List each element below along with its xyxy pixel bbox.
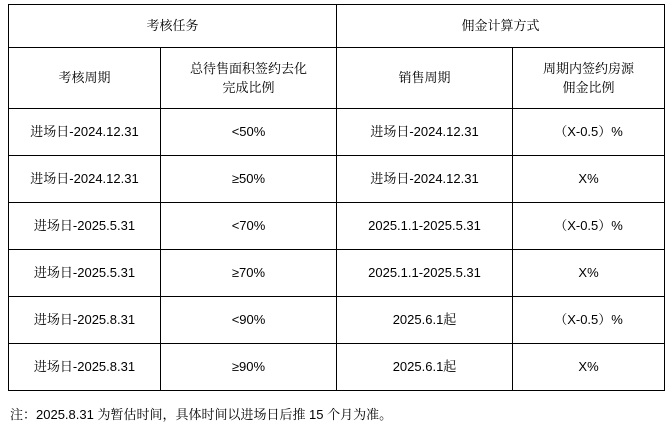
cell-assessment-period: 进场日-2024.12.31 [9,109,161,156]
cell-commission-rate: X% [513,344,665,391]
cell-commission-rate: X% [513,250,665,297]
document-page [0,4,672,429]
cell-sales-period: 2025.1.1-2025.5.31 [337,250,513,297]
cell-signed-area-ratio: <90% [161,297,337,344]
header-group-commission-method: 佣金计算方式 [337,5,665,48]
table-header-group-row [9,5,665,48]
cell-sales-period: 2025.1.1-2025.5.31 [337,203,513,250]
cell-signed-area-ratio: <50% [161,109,337,156]
cell-signed-area-ratio: ≥50% [161,156,337,203]
header-sales-period [337,48,513,109]
table-row [9,203,665,250]
header-signed-area-ratio-line1: 总待售面积签约去化 [190,60,308,76]
header-sales-period-line1: 销售周期 [398,70,451,86]
table-row [9,109,665,156]
header-commission-rate [513,48,665,109]
header-group-assessment-task: 考核任务 [9,5,337,48]
cell-commission-rate: （X-0.5）% [513,203,665,250]
cell-sales-period: 进场日-2024.12.31 [337,109,513,156]
table-row [9,250,665,297]
cell-commission-rate: X% [513,156,665,203]
assessment-commission-table [8,4,665,391]
cell-sales-period: 进场日-2024.12.31 [337,156,513,203]
table-row [9,156,665,203]
cell-assessment-period: 进场日-2025.8.31 [9,297,161,344]
cell-assessment-period: 进场日-2024.12.31 [9,156,161,203]
cell-assessment-period: 进场日-2025.5.31 [9,203,161,250]
header-signed-area-ratio-line2: 完成比例 [222,80,275,95]
cell-signed-area-ratio: ≥90% [161,344,337,391]
table-row [9,344,665,391]
header-assessment-period [9,48,161,109]
cell-assessment-period: 进场日-2025.5.31 [9,250,161,297]
table-row [9,297,665,344]
header-assessment-period-line1: 考核周期 [58,70,111,86]
header-signed-area-ratio [161,48,337,109]
cell-assessment-period: 进场日-2025.8.31 [9,344,161,391]
cell-sales-period: 2025.6.1起 [337,297,513,344]
cell-commission-rate: （X-0.5）% [513,109,665,156]
table-header-sub-row [9,48,665,109]
cell-sales-period: 2025.6.1起 [337,344,513,391]
header-commission-rate-line2: 佣金比例 [562,80,615,95]
cell-signed-area-ratio: ≥70% [161,250,337,297]
cell-signed-area-ratio: <70% [161,203,337,250]
cell-commission-rate: （X-0.5）% [513,297,665,344]
table-footnote: 注：2025.8.31 为暂估时间，具体时间以进场日后推 15 个月为准。 [10,407,393,422]
header-commission-rate-line1: 周期内签约房源 [543,60,635,76]
